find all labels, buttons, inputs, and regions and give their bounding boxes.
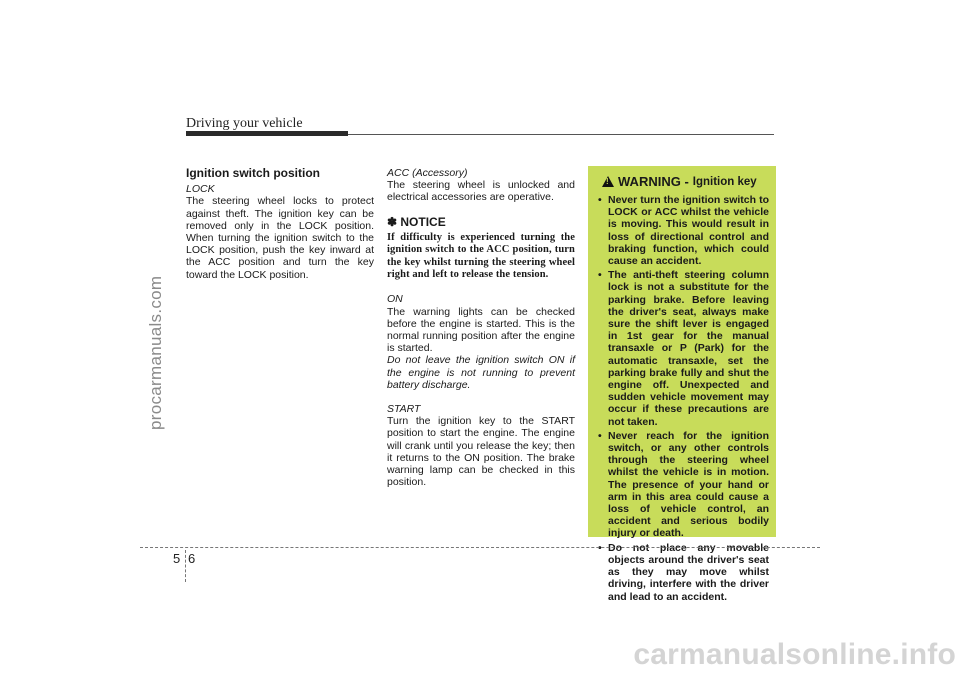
warning-box [588, 166, 776, 603]
warning-list [598, 194, 769, 603]
bottom-watermark: carmanualsonline.info [633, 638, 956, 671]
on-subheading: ON [387, 293, 403, 306]
acc-paragraph: The steering wheel is unlocked and electrical accessories are operative. [387, 179, 575, 204]
warning-item: • Never reach for the ignition switch, or any other controls through the steering wheel whilst the vehicle is in motion. The presence of your hand or arm in this area could cause a loss of vehicle control, an accident and serious bodily injury or death. [598, 430, 769, 540]
on-note: Do not leave the ignition switch ON if the engine is not running to prevent battery discharge. [387, 354, 575, 391]
column-left [186, 167, 374, 281]
column-middle [387, 167, 575, 488]
page-number: 6 [188, 551, 196, 566]
on-paragraph: The warning lights can be checked before the engine is started. This is the normal running position after the engine is started. [387, 305, 575, 355]
warning-title: WARNING - [618, 174, 689, 189]
warning-item: • Never turn the ignition switch to LOCK or ACC whilst the vehicle is moving. This would result in loss of directional control and braking function, which could cause an accident. [598, 194, 769, 267]
lock-paragraph: The steering wheel locks to protect against theft. The ignition key can be removed only in the LOCK position. When turning the ignition switch to the LOCK position, push the key inward at the ACC position and turn the key toward the LOCK position. [186, 195, 374, 281]
notice-paragraph: If difficulty is experienced turning the ignition switch to the ACC position, turn the key whilst turning the steering wheel right and left to release the tension. [387, 231, 575, 281]
side-watermark: procarmanuals.com [146, 275, 165, 430]
acc-subheading: ACC (Accessory) [387, 167, 468, 179]
warning-triangle-icon [602, 176, 614, 187]
warning-subtitle: Ignition key [692, 175, 757, 188]
warning-item: • The anti-theft steering column lock is not a substitute for the parking brake. Before leaving the driver's seat, always make sure the shift lever is engaged in 1st gear for the manual transaxle or P (Park) for the automatic transaxle, set the parking brake fully and shut the engine off. Unexpected and sudden vehicle movement may occur if these precautions are not taken. [598, 269, 769, 428]
header-bar [186, 131, 348, 136]
warning-header [602, 174, 769, 189]
start-paragraph: Turn the ignition key to the START position to start the engine. The engine will crank until you release the key; then it returns to the ON position. The brake warning lamp can be checked in this position. [387, 415, 575, 489]
notice-heading: ✽ NOTICE [387, 214, 446, 229]
start-subheading: START [387, 403, 421, 416]
footer-rule [140, 547, 820, 548]
page-header-title: Driving your vehicle [186, 116, 303, 131]
lock-subheading: LOCK [186, 183, 215, 196]
page-number-divider [185, 550, 186, 582]
chapter-number: 5 [173, 551, 181, 566]
warning-item: • Do not place any movable objects around the driver's seat as they may move whilst driving, interfere with the driver and lead to an accident. [598, 542, 769, 603]
section-heading: Ignition switch position [186, 166, 320, 180]
